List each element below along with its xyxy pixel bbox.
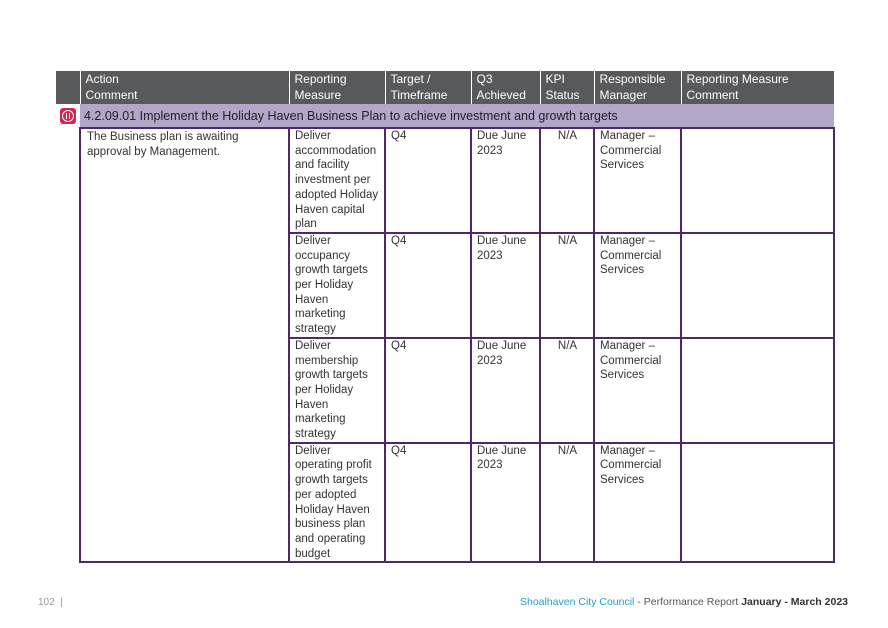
header-reporting-measure: Reporting Measure <box>289 71 385 104</box>
responsible-manager-cell: Manager – Commercial Services <box>594 338 681 443</box>
header-measure-comment: Reporting Measure Comment <box>681 71 834 104</box>
action-status-cell <box>56 104 80 128</box>
reporting-measure-cell: Deliver operating profit growth targets per adopted Holiday Haven business plan and operating budget <box>289 443 385 563</box>
action-row <box>56 104 834 128</box>
header-q3-achieved: Q3 Achieved <box>471 71 540 104</box>
q3-achieved-cell: Due June 2023 <box>471 128 540 233</box>
table-row <box>56 128 834 233</box>
responsible-manager-cell: Manager – Commercial Services <box>594 443 681 563</box>
footer-report: - Performance Report <box>634 596 742 608</box>
kpi-status-cell: N/A <box>540 233 594 338</box>
footer-org: Shoalhaven City Council <box>519 596 635 608</box>
target-cell: Q4 <box>385 128 471 233</box>
blank-icon-cell <box>56 128 80 562</box>
header-target: Target / Timeframe <box>385 71 471 104</box>
action-title: 4.2.09.01 Implement the Holiday Haven Business Plan to achieve investment and growth targets <box>80 104 834 128</box>
page-number: 102 | <box>38 597 63 608</box>
responsible-manager-cell: Manager – Commercial Services <box>594 233 681 338</box>
kpi-status-cell: N/A <box>540 443 594 563</box>
action-comment: The Business plan is awaiting approval by Management. <box>80 128 289 562</box>
reporting-measure-cell: Deliver occupancy growth targets per Holiday Haven marketing strategy <box>289 233 385 338</box>
pause-icon <box>60 108 76 124</box>
performance-table <box>56 71 835 563</box>
reporting-measure-cell: Deliver membership growth targets per Holiday Haven marketing strategy <box>289 338 385 443</box>
header-kpi-status: KPI Status <box>540 71 594 104</box>
footer-period: January - March 2023 <box>741 596 848 608</box>
measure-comment-cell <box>681 128 834 233</box>
kpi-status-cell: N/A <box>540 338 594 443</box>
q3-achieved-cell: Due June 2023 <box>471 233 540 338</box>
header-row <box>56 71 834 104</box>
header-icon-column <box>56 71 80 104</box>
reporting-measure-cell: Deliver accommodation and facility investment per adopted Holiday Haven capital plan <box>289 128 385 233</box>
measure-comment-cell <box>681 443 834 563</box>
q3-achieved-cell: Due June 2023 <box>471 443 540 563</box>
responsible-manager-cell: Manager – Commercial Services <box>594 128 681 233</box>
q3-achieved-cell: Due June 2023 <box>471 338 540 443</box>
header-responsible-manager: Responsible Manager <box>594 71 681 104</box>
measure-comment-cell <box>681 233 834 338</box>
target-cell: Q4 <box>385 233 471 338</box>
target-cell: Q4 <box>385 338 471 443</box>
footer-report-title <box>520 596 848 608</box>
target-cell: Q4 <box>385 443 471 563</box>
performance-table-container <box>56 71 834 563</box>
kpi-status-cell: N/A <box>540 128 594 233</box>
measure-comment-cell <box>681 338 834 443</box>
header-action-comment: Action Comment <box>80 71 289 104</box>
